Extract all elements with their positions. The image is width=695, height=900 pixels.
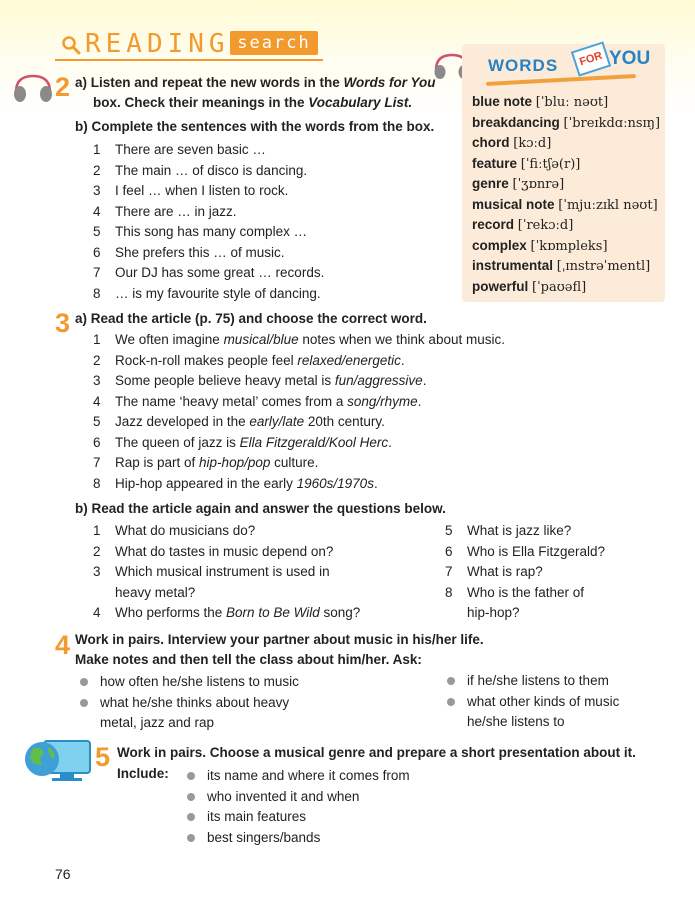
ex2-item: 2 The main … of disco is dancing. [93,162,308,178]
ex4-line-1: Work in pairs. Interview your partner about music in his/her life. [75,632,484,647]
ex4-bullet: if he/she listens to them [467,671,609,691]
page-number: 76 [55,866,71,882]
ex2a-text-1: a) Listen and repeat the new words in the [75,75,344,90]
words-for-you-box [462,44,665,302]
ex2a-text-2: box. Check their meanings in the [93,95,309,110]
exercise-3a-instruction: a) Read the article (p. 75) and choose the correct word. [75,311,427,326]
vocab-entry: instrumental [ˌɪnstrəˈmentl] [472,258,651,274]
ex2-item: 8 … is my favourite style of dancing. [93,285,321,301]
exercise-2b-instruction: b) Complete the sentences with the words from the box. [75,119,435,134]
headphones-icon [10,70,56,106]
ex3b-question: 4 Who performs the Born to Be Wild song? [93,605,361,620]
ex2a-italic-1: Words for You [343,75,436,90]
section-title: READING [85,29,230,59]
ex3-item: 2 Rock-n-roll makes people feel relaxed/energetic. [93,352,405,368]
ex3b-question: 1 What do musicians do? [93,523,256,538]
ex4-bullet: what other kinds of music [467,692,619,712]
exercise-3b-instruction: b) Read the article again and answer the questions below. [75,501,446,516]
wfy-for: FOR [571,41,611,76]
ex4-bullet-cont: metal, jazz and rap [100,715,215,730]
ex2a-italic-2: Vocabulary List. [308,95,413,110]
ex4-line-2: Make notes and then tell the class about him/her. Ask: [75,652,422,667]
ex3b-question: 3 Which musical instrument is used in [93,564,330,579]
ex5-bullet: best singers/bands [207,828,320,848]
ex3b-question: 6 Who is Ella Fitzgerald? [445,543,606,559]
ex3-item: 8 Hip-hop appeared in the early 1960s/1970s. [93,475,378,491]
ex3-item: 7 Rap is part of hip-hop/pop culture. [93,455,319,470]
ex4-bullet-cont: he/she listens to [467,714,565,729]
ex4-bullet: what he/she thinks about heavy [100,693,289,713]
reading-search-header [55,29,323,61]
exercise-5-instruction: Work in pairs. Choose a musical genre and prepare a short presentation about it. [117,745,636,760]
exercise-2a-instruction [75,73,436,113]
ex2-item: 7 Our DJ has some great … records. [93,265,325,280]
magnifier-icon [61,35,81,55]
ex4-bullet: how often he/she listens to music [100,672,299,692]
ex3b-question: heavy metal? [115,584,196,600]
vocab-entry: record [ˈrekɔːd] [472,217,574,233]
ex3b-question: 7 What is rap? [445,564,543,579]
exercise-3-number: 3 [55,308,71,338]
exercise-4-instruction [75,630,484,670]
vocab-entry: blue note [ˈbluː nəʊt] [472,94,609,110]
ex2-item: 4 There are … in jazz. [93,203,237,219]
ex2-item: 5 This song has many complex … [93,224,308,239]
ex3b-question: 8 Who is the father of [445,584,585,600]
ex3-item: 4 The name ‘heavy metal’ comes from a song/rhyme. [93,393,422,409]
ex5-bullet: its name and where it comes from [207,766,410,786]
ex5-bullet: who invented it and when [207,787,359,807]
exercise-5-number: 5 [95,742,111,772]
ex3-item: 6 The queen of jazz is Ella Fitzgerald/Kool Herc. [93,434,392,450]
ex3b-question: 5 What is jazz like? [445,523,572,538]
ex3-item: 5 Jazz developed in the early/late 20th century. [93,414,385,429]
vocab-entry: breakdancing [ˈbreɪkdɑːnsɪŋ] [472,114,661,131]
vocab-entry: powerful [ˈpaʊəfl] [472,278,587,295]
computer-globe-icon [22,735,94,783]
ex2-item: 3 I feel … when I listen to rock. [93,183,289,198]
ex3b-question: 2 What do tastes in music depend on? [93,543,334,559]
search-badge: search [230,31,318,55]
ex2-item: 1 There are seven basic … [93,142,266,157]
vocab-entry: chord [kɔːd] [472,135,552,151]
vocab-entry: musical note [ˈmjuːzɪkl nəʊt] [472,196,658,213]
ex3b-question: hip-hop? [467,605,520,620]
wfy-you: YOU [609,48,651,69]
ex3-item: 1 We often imagine musical/blue notes when we think about music. [93,332,505,347]
vocab-entry: genre [ˈʒɒnrə] [472,176,565,192]
ex2-item: 6 She prefers this … of music. [93,244,285,260]
wfy-words: WORDS [488,56,559,75]
exercise-2-number: 2 [55,72,71,102]
vocab-entry: feature [ˈfiːtʃə(r)] [472,155,581,172]
ex3-item: 3 Some people believe heavy metal is fun/aggressive. [93,373,427,388]
vocab-entry: complex [ˈkɒmpleks] [472,237,608,254]
exercise-5-include: Include: [117,766,169,781]
exercise-4-number: 4 [55,630,71,660]
ex5-bullet: its main features [207,807,306,827]
